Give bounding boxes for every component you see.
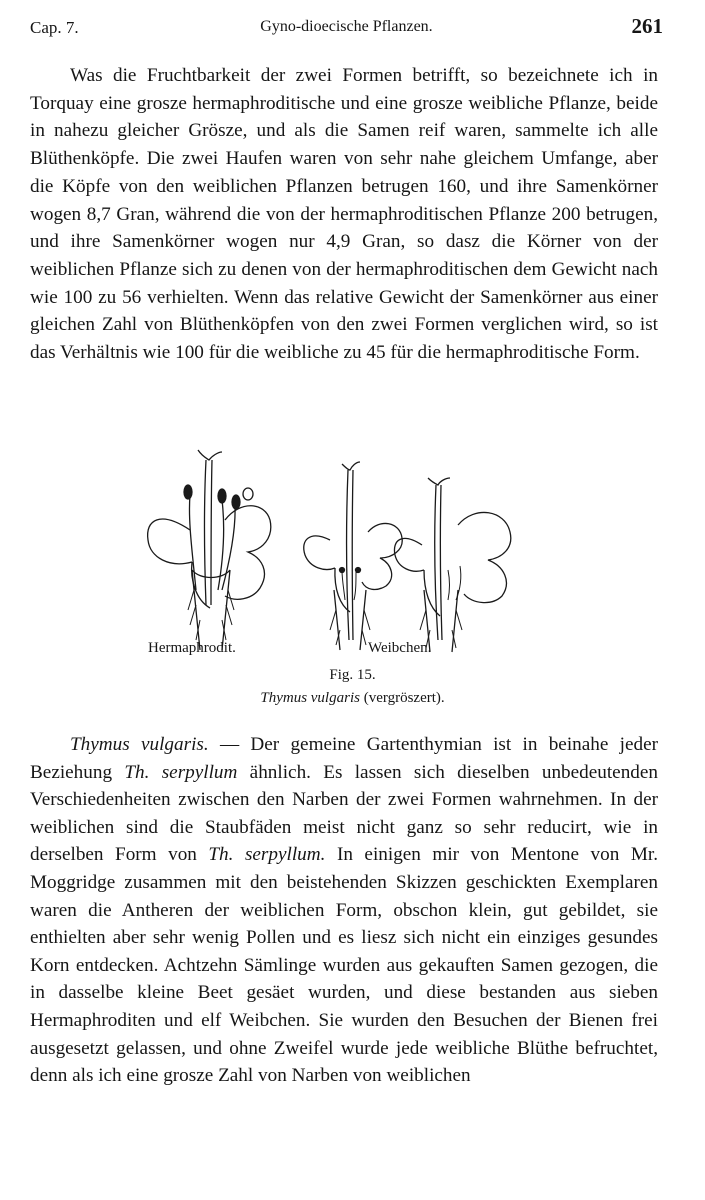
chapter-label: Cap. 7. [30,18,79,37]
figure-caption [0,690,705,707]
thymus-flower-illustration [130,440,570,660]
paragraph-fertility: Was die Fruchtbarkeit der zwei Formen betrifft, so bezeichnete ich in Torquay eine grosze hermaphroditische und eine grosze weibliche Pflanze, beide in nahezu gleicher Grösze, und als die Samen reif waren, sammelte ich alle Blüthenköpfe. Die zwei Haufen waren von sehr nahe gleichem Umfange, aber die Köpfe von den weiblichen Pflanzen betrugen 160, und ihre Samenkörner wogen 8,7 Gran, während die von der hermaphroditischen Pflanze 200 betrugen, und ihre Samenkörner wogen nur 4,9 Gran, so dasz die Körner von der weiblichen Pflanze sich zu denen von der hermaphroditischen dem Gewicht nach wie 100 zu 56 verhielten. Wenn das relative Gewicht der Samenkörner aus einer gleichen Zahl von Blüthenköpfen von den zwei Formen verglichen wird, so ist das Verhältnis wie 100 für die weibliche zu 45 für die hermaphroditische Form. [30,65,658,364]
text-segment: In einigen mir von Mentone von Mr. Moggridge zusammen mit den beistehenden Skizzen geschickten Exemplaren waren die Antheren der weiblichen Form, obschon klein, gut gebildet, sie enthielten aber sehr wenig Pollen und es liesz sich nicht ein einziges gesundes Korn entdecken. Achtzehn Sämlinge wurden aus gekauften Samen gezogen, die in dasselbe kleine Beet gesäet wurden, und diese bestanden aus sieben Hermaphroditen und elf Weibchen. Sie wurden den Besuchen der Bienen frei ausgesetzt gelassen, und ohne Zweifel wurde jede weibliche Blüthe befruchtet, denn als ich eine grosze Zahl von Narben von weiblichen [30,844,659,1087]
species-reference: Th. serpyllum [124,761,238,783]
page-header [30,14,663,44]
female-flower-drawing [304,462,402,650]
text-segment: ähnlich. Es lassen sich dieselben unbedeutenden Verschiedenheiten zwischen den Narben der zwei Formen wahrnehmen. In der weiblichen sind die Staubfäden meist nicht ganz so sehr reducirt, wie in derselben Form von [30,761,659,866]
hermaphrodite-flower-drawing [148,450,271,650]
running-title: Gyno-dioecische Pflanzen. [260,18,433,35]
species-name: Thymus vulgaris. [70,734,209,755]
figure-label-hermaphrodite: Hermaphrodit. [148,640,236,656]
species-reference: Th. serpyllum. [208,844,326,866]
figure-caption-species: Thymus vulgaris [260,690,360,706]
figure-number: Fig. 15. [329,667,376,683]
figure-label-female: Weibchen. [368,640,432,656]
figure-caption-rest: (vergröszert). [359,690,445,706]
page-number: 261 [631,14,663,38]
paragraph-thymus-vulgaris [30,731,658,1090]
figure-thymus-flowers [130,440,570,660]
text-segment: — Der gemeine Gartenthymian ist in beinahe jeder Beziehung [30,734,658,783]
female-flower-drawing-2 [394,478,510,652]
